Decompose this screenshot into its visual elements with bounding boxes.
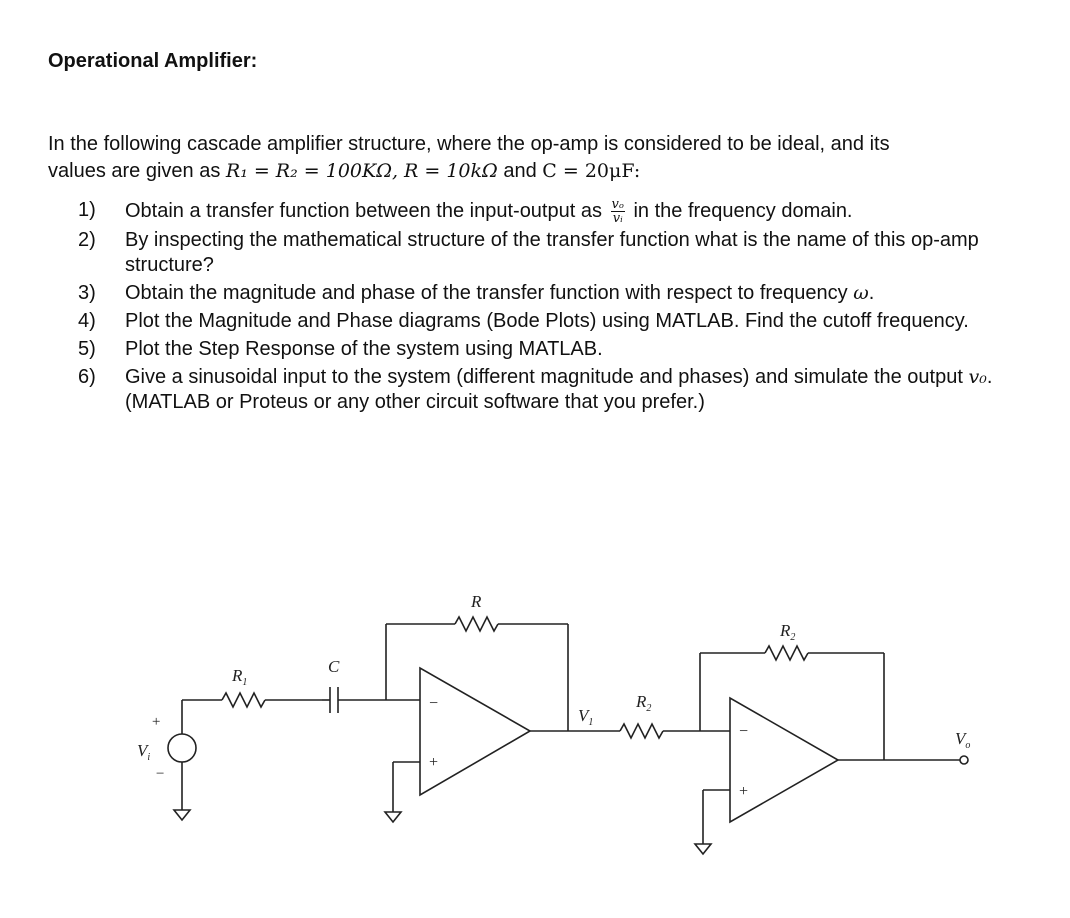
resistor-r1 — [222, 693, 265, 707]
opamp1-plus: + — [428, 754, 439, 771]
task-text: Give a sinusoidal input to the system (different magnitude and phases) and simulate the output — [125, 366, 963, 388]
intro-line-1: In the following cascade amplifier structure, where the op-amp is considered to be ideal, and its — [48, 133, 890, 155]
opamp2-minus: − — [738, 723, 749, 740]
opamp2-plus: + — [738, 783, 749, 800]
resistor-r — [455, 617, 498, 631]
task-number: 2) — [78, 229, 96, 251]
voltage-source — [168, 734, 196, 762]
resistor-values: R₁ = R₂ = 100KΩ, R = 10kΩ — [225, 160, 498, 182]
ground-icon — [174, 810, 190, 820]
c-label: C — [328, 657, 340, 676]
task-text-after: . — [868, 282, 875, 304]
vo-symbol: v₀ — [968, 366, 987, 388]
task-number: 1) — [78, 199, 96, 221]
vi-label: $V_i$ — [137, 741, 151, 763]
omega-symbol: ω — [853, 282, 869, 304]
intro-prefix: values are given as — [48, 160, 221, 182]
vo-label: $V_o$ — [955, 729, 971, 751]
task-number: 4) — [78, 310, 96, 332]
task-text: Plot the Magnitude and Phase diagrams (Bode Plots) using MATLAB. Find the cutoff frequency. — [125, 310, 969, 332]
fraction-denominator: vᵢ — [612, 211, 623, 226]
page-heading: Operational Amplifier: — [48, 50, 258, 72]
task-number: 6) — [78, 366, 96, 388]
ground-icon — [695, 844, 711, 854]
source-minus: − — [155, 766, 166, 782]
task-text: Obtain the magnitude and phase of the transfer function with respect to frequency — [125, 282, 848, 304]
r2-feedback-label: $R_2$ — [780, 621, 796, 643]
capacitor-value: C = 20μF: — [542, 160, 641, 182]
resistor-r2-input — [620, 724, 663, 738]
task-text-after: in the frequency domain. — [633, 199, 853, 222]
r1-label: $R_1$ — [232, 666, 248, 688]
fraction-numerator: vₒ — [611, 197, 624, 212]
op-amp-2 — [730, 698, 838, 822]
and-word: and — [503, 160, 537, 182]
source-plus: + — [151, 714, 162, 730]
r-label: R — [471, 592, 482, 611]
v1-label: $V_1$ — [578, 706, 594, 728]
task-text: By inspecting the mathematical structure of the transfer function what is the name of this op-amp structure? — [125, 229, 979, 276]
task-text: Plot the Step Response of the system using MATLAB. — [125, 338, 603, 360]
task-number: 5) — [78, 338, 96, 360]
op-amp-1 — [420, 668, 530, 795]
opamp1-minus: − — [428, 695, 439, 712]
output-terminal — [960, 756, 968, 764]
task-number: 3) — [78, 282, 96, 304]
task-text: Obtain a transfer function between the input-output as — [125, 199, 602, 222]
r2-input-label: $R_2$ — [636, 692, 652, 714]
ground-icon — [385, 812, 401, 822]
resistor-r2-feedback — [765, 646, 808, 660]
task-text-after: . (MATLAB or Proteus or any other circuit software that you prefer.) — [125, 366, 993, 413]
